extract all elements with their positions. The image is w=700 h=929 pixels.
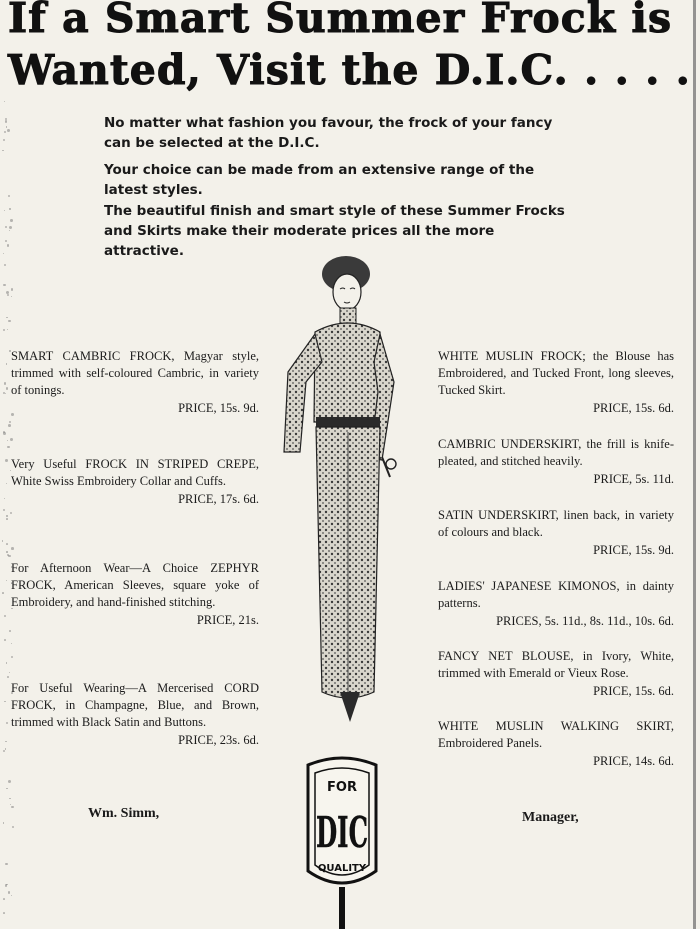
dic-quality-badge xyxy=(302,755,382,929)
right-item-3 xyxy=(438,507,674,559)
item-description: CAMBRIC UNDERSKIRT, the frill is knife-pleated, and stitched heavily. xyxy=(438,437,674,468)
ink-speck xyxy=(8,195,10,197)
ink-speck xyxy=(9,226,12,229)
left-item-2 xyxy=(11,456,259,508)
headline-line-1: If a Smart Summer Frock is xyxy=(8,0,673,42)
ink-speck xyxy=(5,226,7,228)
ink-speck xyxy=(4,382,7,385)
ink-speck xyxy=(10,438,13,441)
ink-speck xyxy=(6,722,8,724)
badge-post xyxy=(339,887,345,929)
ink-speck xyxy=(9,350,10,351)
ink-speck xyxy=(2,592,4,594)
ink-speck xyxy=(4,615,6,617)
ink-speck xyxy=(4,498,5,499)
ink-speck xyxy=(9,798,10,799)
ink-speck xyxy=(2,540,3,541)
item-price: PRICE, 15s. 9d. xyxy=(178,401,259,415)
woman-in-frock-illustration xyxy=(270,252,410,732)
ink-speck xyxy=(7,244,9,246)
item-price: PRICE, 15s. 9d. xyxy=(593,543,674,557)
ink-speck xyxy=(11,566,13,568)
ink-speck xyxy=(7,440,8,441)
ink-speck xyxy=(7,446,10,449)
left-item-1 xyxy=(11,348,259,417)
ink-speck xyxy=(7,294,10,297)
ink-speck xyxy=(6,483,7,484)
ink-speck xyxy=(4,701,6,703)
ink-speck xyxy=(3,898,5,900)
ink-speck xyxy=(6,543,8,545)
right-item-1 xyxy=(438,348,674,417)
ink-speck xyxy=(9,208,10,209)
ink-speck xyxy=(4,264,6,266)
ink-speck xyxy=(11,296,12,297)
right-item-2 xyxy=(438,436,674,488)
item-description: LADIES' JAPANESE KIMONOS, in dainty patterns. xyxy=(438,579,674,610)
signature-name: Wm. Simm, xyxy=(88,806,160,821)
ink-speck xyxy=(6,551,7,552)
ink-speck xyxy=(5,120,8,123)
headline-line-2: Wanted, Visit the D.I.C. . . . . xyxy=(8,46,691,94)
ink-speck xyxy=(5,240,7,242)
left-item-3 xyxy=(11,560,259,629)
ink-speck xyxy=(6,363,8,365)
ink-speck xyxy=(8,424,11,427)
intro-paragraph-2: Your choice can be made from an extensive range of the latest styles. xyxy=(104,162,535,198)
intro-paragraph-1: No matter what fashion you favour, the frock of your fancy can be selected at the D.I.C. xyxy=(104,115,553,151)
left-item-4 xyxy=(11,680,259,749)
ink-speck xyxy=(6,317,8,319)
ink-speck xyxy=(12,826,14,828)
item-price: PRICE, 21s. xyxy=(196,613,259,627)
ink-speck xyxy=(3,432,6,435)
ink-speck xyxy=(3,750,5,752)
ink-speck xyxy=(3,139,5,141)
ink-speck xyxy=(11,582,13,584)
ink-speck xyxy=(5,884,7,886)
ink-speck xyxy=(3,329,5,331)
ink-speck xyxy=(3,822,5,824)
badge-top-text: FOR xyxy=(327,780,357,795)
badge-monogram: DIC xyxy=(316,808,368,857)
ink-speck xyxy=(3,253,4,254)
ink-speck xyxy=(11,692,13,694)
ink-speck xyxy=(11,656,13,658)
ink-speck xyxy=(3,284,5,286)
ink-speck xyxy=(11,288,13,290)
ink-speck xyxy=(11,547,14,550)
item-price: PRICE, 14s. 6d. xyxy=(593,754,674,768)
ink-speck xyxy=(5,393,6,394)
ink-speck xyxy=(4,639,6,641)
ink-speck xyxy=(6,126,7,127)
item-price: PRICE, 5s. 11d. xyxy=(593,472,674,486)
ink-speck xyxy=(11,608,12,609)
item-price: PRICE, 15s. 6d. xyxy=(593,684,674,698)
right-item-4 xyxy=(438,578,674,630)
ink-speck xyxy=(8,320,10,322)
item-price: PRICES, 5s. 11d., 8s. 11d., 10s. 6d. xyxy=(496,614,674,628)
ink-speck xyxy=(3,392,5,394)
right-item-5 xyxy=(438,648,674,700)
item-description: SATIN UNDERSKIRT, linen back, in variety of colours and black. xyxy=(438,508,674,539)
ink-speck xyxy=(6,515,7,516)
ink-speck xyxy=(4,101,5,102)
ink-speck xyxy=(9,421,11,423)
ink-speck xyxy=(6,788,8,790)
ink-speck xyxy=(3,912,5,914)
right-item-6 xyxy=(438,718,674,770)
item-description: Very Useful FROCK IN STRIPED CREPE, White Swiss Embroidery Collar and Cuffs. xyxy=(11,457,259,488)
ink-speck xyxy=(3,509,5,511)
ink-speck xyxy=(10,470,11,471)
ink-speck xyxy=(7,676,9,678)
ink-speck xyxy=(8,891,10,893)
ink-speck xyxy=(9,630,11,632)
item-description: SMART CAMBRIC FROCK, Magyar style, trimmed with self-coloured Cambric, in variety of tonings. xyxy=(11,349,259,397)
intro-paragraph-3: The beautiful finish and smart style of these Summer Frocks and Skirts make their moderate prices all the more attractive. xyxy=(104,203,565,259)
ink-speck xyxy=(7,329,8,330)
ink-speck xyxy=(5,863,7,865)
ink-speck xyxy=(10,219,13,222)
item-description: FANCY NET BLOUSE, in Ivory, White, trimmed with Emerald or Vieux Rose. xyxy=(438,649,674,680)
badge-bottom-text: QUALITY xyxy=(317,863,367,874)
ink-speck xyxy=(4,131,7,134)
item-description: WHITE MUSLIN FROCK; the Blouse has Embroidered, and Tucked Front, long sleeves, Tucked Skirt. xyxy=(438,349,674,397)
ink-speck xyxy=(5,741,7,743)
ink-speck xyxy=(4,210,5,211)
ink-speck xyxy=(8,780,11,783)
item-description: For Afternoon Wear—A Choice ZEPHYR FROCK, American Sleeves, square yoke of Embroidery, and hand-finished stitching. xyxy=(11,561,259,609)
item-description: For Useful Wearing—A Mercerised CORD FROCK, in Champagne, Blue, and Brown, trimmed with Black Satin and Buttons. xyxy=(11,681,259,729)
ink-speck xyxy=(11,643,12,644)
signature-title: Manager, xyxy=(522,810,579,825)
ink-speck xyxy=(6,580,7,581)
item-price: PRICE, 17s. 6d. xyxy=(178,492,259,506)
ink-speck xyxy=(5,748,6,749)
ink-speck xyxy=(5,118,7,120)
item-price: PRICE, 23s. 6d. xyxy=(178,733,259,747)
ink-speck xyxy=(9,230,10,231)
ink-speck xyxy=(10,512,13,515)
ink-speck xyxy=(5,459,8,462)
item-description: WHITE MUSLIN WALKING SKIRT, Embroidered Panels. xyxy=(438,719,674,750)
item-price: PRICE, 15s. 6d. xyxy=(593,401,674,415)
column-rule xyxy=(693,0,696,929)
ink-speck xyxy=(6,518,8,520)
ink-speck xyxy=(6,662,7,663)
ink-speck xyxy=(2,150,4,152)
ink-speck xyxy=(11,806,14,809)
ink-speck xyxy=(6,387,9,390)
ink-speck xyxy=(7,129,10,132)
ink-speck xyxy=(11,895,12,896)
ink-speck xyxy=(9,672,10,673)
